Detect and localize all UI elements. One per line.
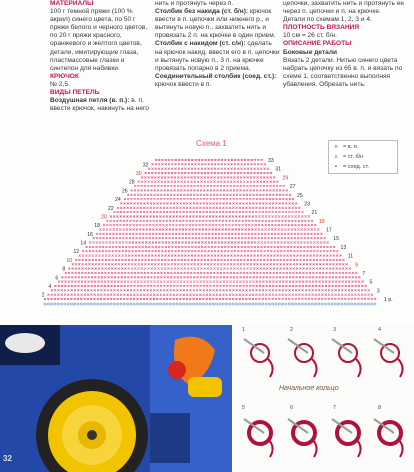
legend-row-chain bbox=[332, 144, 358, 150]
stitches-heading: ВИДЫ ПЕТЕЛЬ bbox=[50, 89, 100, 97]
scheme-row bbox=[61, 276, 360, 278]
row-number-left: 32 bbox=[142, 162, 149, 169]
step-illustration bbox=[244, 339, 273, 377]
row-number-left: 22 bbox=[108, 205, 114, 212]
scheme-row-stitches bbox=[138, 181, 279, 183]
legend-ss-label: = соед. ст. bbox=[343, 164, 370, 170]
row-number-right: 31 bbox=[275, 166, 282, 173]
step-illustration bbox=[244, 419, 273, 457]
scheme-row bbox=[134, 185, 285, 187]
scheme-row bbox=[44, 298, 376, 300]
side-parts-text: Вязать 2 детали. Нитью синего цвета набрать цепочку из 65 в. п. и вязать по схеме 1, соответственно выполняя убавления. Обрезать нить. bbox=[283, 56, 403, 88]
row-number-right: 5 bbox=[369, 279, 373, 286]
legend-chain-label: = в. п. bbox=[343, 144, 359, 150]
yarn-tail bbox=[312, 359, 317, 377]
col3-first-line: цепочки, захватить нить и протянуть ее через п. цепочки и п. на крючке. bbox=[283, 0, 405, 16]
scheme-row-stitches bbox=[120, 202, 297, 204]
air-loop-title: Воздушная петля (в. п.): bbox=[50, 97, 130, 105]
steps-caption: Начальное кольцо bbox=[279, 385, 339, 392]
scheme-row-stitches bbox=[44, 298, 376, 300]
step-number-4: 4 bbox=[378, 327, 382, 333]
photo-white-patch bbox=[5, 333, 45, 353]
row-number-left: 8 bbox=[62, 266, 66, 273]
crochet-hook bbox=[244, 339, 264, 353]
row-number-right: 25 bbox=[297, 192, 303, 199]
step-number-8: 8 bbox=[378, 405, 382, 411]
scheme-row bbox=[152, 163, 266, 165]
scheme-row-stitches bbox=[141, 176, 275, 178]
scheme-row-stitches bbox=[124, 198, 294, 200]
row-number-right: 27 bbox=[289, 184, 296, 191]
yellow-detail bbox=[188, 377, 222, 397]
scheme-row-stitches bbox=[117, 207, 300, 209]
scheme-row bbox=[72, 263, 348, 265]
scheme-row-stitches bbox=[134, 185, 285, 187]
scheme-legend bbox=[328, 140, 398, 174]
scheme-row bbox=[113, 211, 303, 213]
scheme-row-stitches bbox=[131, 189, 288, 191]
ss-title: Соединительный столбик (соед. ст.): bbox=[155, 72, 277, 80]
legend-row-sc bbox=[332, 154, 363, 160]
step-number-5: 5 bbox=[242, 405, 246, 411]
scheme-row bbox=[155, 159, 263, 161]
scheme-row bbox=[131, 189, 288, 191]
col2-first-line: нить и протянуть через п. bbox=[155, 0, 234, 7]
dc-text: сделать на крючок накид, ввести его в п. цепочки и вытянуть новую п., 3 п. на крючке провязать попарно в 2 приема. bbox=[155, 40, 280, 72]
density-text: 10 см = 26 ст. б/н. bbox=[283, 32, 338, 40]
row-number-right: 29 bbox=[282, 175, 289, 182]
toy-photo-illustration bbox=[0, 325, 232, 472]
magic-ring-steps bbox=[240, 325, 414, 472]
scheme-row bbox=[48, 294, 373, 296]
crochet-hook bbox=[332, 339, 352, 353]
work-heading: ОПИСАНИЕ РАБОТЫ bbox=[283, 40, 352, 48]
scheme-row-stitches bbox=[155, 159, 263, 161]
row-number-right: 3 bbox=[376, 288, 380, 295]
legend-chain-symbol: o bbox=[334, 144, 338, 150]
scheme-row bbox=[79, 255, 342, 257]
scheme-row bbox=[138, 181, 279, 183]
scheme-row bbox=[141, 176, 275, 178]
row-number-right: 19 bbox=[318, 218, 325, 225]
scheme-row-stitches bbox=[68, 268, 351, 270]
page-number: 32 bbox=[3, 454, 12, 463]
scheme-row bbox=[96, 233, 322, 235]
scheme-row bbox=[103, 224, 316, 226]
scheme-row-stitches bbox=[48, 294, 373, 296]
scheme-row bbox=[127, 194, 291, 196]
row-number-left: 20 bbox=[101, 214, 107, 221]
row-number-left: 28 bbox=[128, 179, 135, 186]
hook-size: № 2,5. bbox=[50, 80, 70, 88]
step-illustration bbox=[332, 419, 361, 457]
step-illustration bbox=[374, 419, 403, 457]
scheme-row-stitches bbox=[96, 233, 322, 235]
row-number-left: 10 bbox=[66, 257, 73, 264]
density-heading: ПЛОТНОСТЬ ВЯЗАНИЯ bbox=[283, 24, 360, 32]
scheme-row-stitches bbox=[86, 246, 336, 248]
row-number-left: 6 bbox=[55, 275, 59, 282]
row-number-left: 30 bbox=[135, 171, 142, 177]
scheme-row bbox=[117, 207, 300, 209]
crochet-hook bbox=[374, 339, 394, 353]
details-text: Детали по схемам 1, 2, 3 и 4. bbox=[283, 16, 372, 24]
scheme-row bbox=[82, 250, 338, 252]
row-number-left: 12 bbox=[73, 249, 80, 256]
dc-title: Столбик с накидом (ст. с/н): bbox=[155, 40, 246, 48]
scheme-row-stitches bbox=[127, 194, 291, 196]
scheme-row-stitches bbox=[93, 237, 326, 239]
scheme-row bbox=[148, 168, 269, 170]
scheme-row-stitches bbox=[106, 220, 313, 222]
step-illustration bbox=[374, 339, 403, 377]
air-loop-text: в. п. ввести крючок, накинуть на него bbox=[50, 97, 149, 113]
yarn-tail bbox=[268, 359, 273, 377]
legend-row-ss bbox=[332, 164, 369, 170]
legend-ss-symbol: • bbox=[335, 164, 337, 170]
scheme-row bbox=[86, 246, 336, 248]
step-number-7: 7 bbox=[333, 405, 337, 411]
scheme-row-stitches bbox=[89, 242, 329, 244]
row-number-left: 14 bbox=[80, 240, 87, 247]
row-number-left: 16 bbox=[87, 231, 93, 238]
magic-ring-steps-illustration bbox=[240, 325, 414, 472]
scheme-row bbox=[106, 220, 313, 222]
row-number-right: 13 bbox=[340, 244, 347, 251]
scheme-title: Схема 1 bbox=[196, 139, 227, 148]
step-number-6: 6 bbox=[290, 405, 294, 411]
row-number-right: 21 bbox=[311, 210, 318, 217]
row-number-right: 9 bbox=[355, 262, 358, 269]
row-number-right: 15 bbox=[333, 236, 340, 243]
yarn-tail bbox=[398, 359, 403, 377]
row-number-left: 24 bbox=[115, 197, 121, 204]
toy-photo bbox=[0, 325, 232, 472]
step-number-3: 3 bbox=[333, 327, 337, 333]
legend-sc-symbol: x bbox=[334, 154, 338, 160]
scheme-row-stitches bbox=[113, 211, 303, 213]
yarn-tail bbox=[356, 359, 361, 377]
row-number-right: 7 bbox=[362, 270, 366, 277]
scheme-row-stitches bbox=[58, 281, 364, 283]
scheme-row bbox=[58, 281, 364, 283]
step-number-1: 1 bbox=[242, 327, 246, 333]
scheme-row-stitches bbox=[54, 285, 366, 287]
row-number-right: 17 bbox=[326, 227, 332, 234]
sc-title: Столбик без накида (ст. б/н): bbox=[155, 8, 249, 16]
red-detail bbox=[168, 361, 186, 379]
scheme-row bbox=[68, 268, 351, 270]
scheme-row bbox=[51, 289, 370, 291]
step-number-2: 2 bbox=[290, 327, 294, 333]
row-number-right: 33 bbox=[268, 158, 274, 164]
scheme-row-stitches bbox=[110, 216, 310, 218]
scheme-row-stitches bbox=[79, 255, 342, 257]
sc-text: крючок ввести в п. цепочки или нижнего р., и вытянуть новую п., захватить нить и провязать 2 п. на крючке в один прием. bbox=[155, 8, 276, 40]
scheme-row-stitches bbox=[65, 272, 357, 274]
row-number-left: 26 bbox=[121, 188, 128, 195]
scheme-row-stitches bbox=[82, 250, 338, 252]
scheme-row bbox=[65, 272, 357, 274]
row-number-right: 1 р. bbox=[384, 297, 393, 303]
materials-text: 100 г темной пряжи (100 % акрил) синего цвета, по 50 г пряжи белого и черного цветов, по 20 г пряжи красного, оранжевого и желтого цветов, детали, имитирующие глаза, пластмассовые глазки и синтепон для набивки. bbox=[50, 8, 148, 72]
scheme-row bbox=[93, 237, 326, 239]
row-number-left: 4 bbox=[48, 284, 52, 290]
row-number-left: 18 bbox=[94, 223, 100, 230]
scheme-row bbox=[75, 259, 344, 261]
scheme-row-stitches bbox=[100, 229, 320, 231]
scheme-row-stitches bbox=[152, 163, 266, 165]
scheme-row bbox=[124, 198, 294, 200]
scheme-row-stitches bbox=[75, 259, 344, 261]
scheme-row bbox=[110, 216, 310, 218]
scheme-row-stitches bbox=[145, 172, 272, 174]
ss-text: крючок ввести в п. bbox=[155, 80, 212, 88]
row-number-right: 11 bbox=[347, 253, 354, 260]
step-illustration bbox=[332, 339, 361, 377]
scheme-row-stitches bbox=[61, 276, 360, 278]
scheme-row-stitches bbox=[103, 224, 316, 226]
scheme-row bbox=[100, 229, 320, 231]
row-number-left: 2 bbox=[41, 292, 45, 299]
step-illustration bbox=[288, 419, 317, 457]
side-parts-title: Боковые детали bbox=[283, 48, 338, 56]
legend-sc-label: = ст. б/н bbox=[343, 154, 364, 160]
scheme-row-stitches bbox=[51, 289, 370, 291]
hook-heading: КРЮЧОК bbox=[50, 72, 79, 80]
scheme-row bbox=[120, 202, 297, 204]
scheme-row-stitches bbox=[148, 168, 269, 170]
scheme-row bbox=[54, 285, 366, 287]
row-number-right: 23 bbox=[304, 201, 311, 208]
wheel-center bbox=[87, 430, 97, 440]
scheme-row bbox=[145, 172, 272, 174]
crochet-hook bbox=[288, 339, 308, 353]
scheme-chain-row bbox=[44, 303, 376, 305]
step-illustration bbox=[288, 339, 317, 377]
scheme-row bbox=[89, 242, 329, 244]
materials-heading: МАТЕРИАЛЫ bbox=[50, 0, 94, 7]
scheme-row-stitches bbox=[72, 263, 348, 265]
